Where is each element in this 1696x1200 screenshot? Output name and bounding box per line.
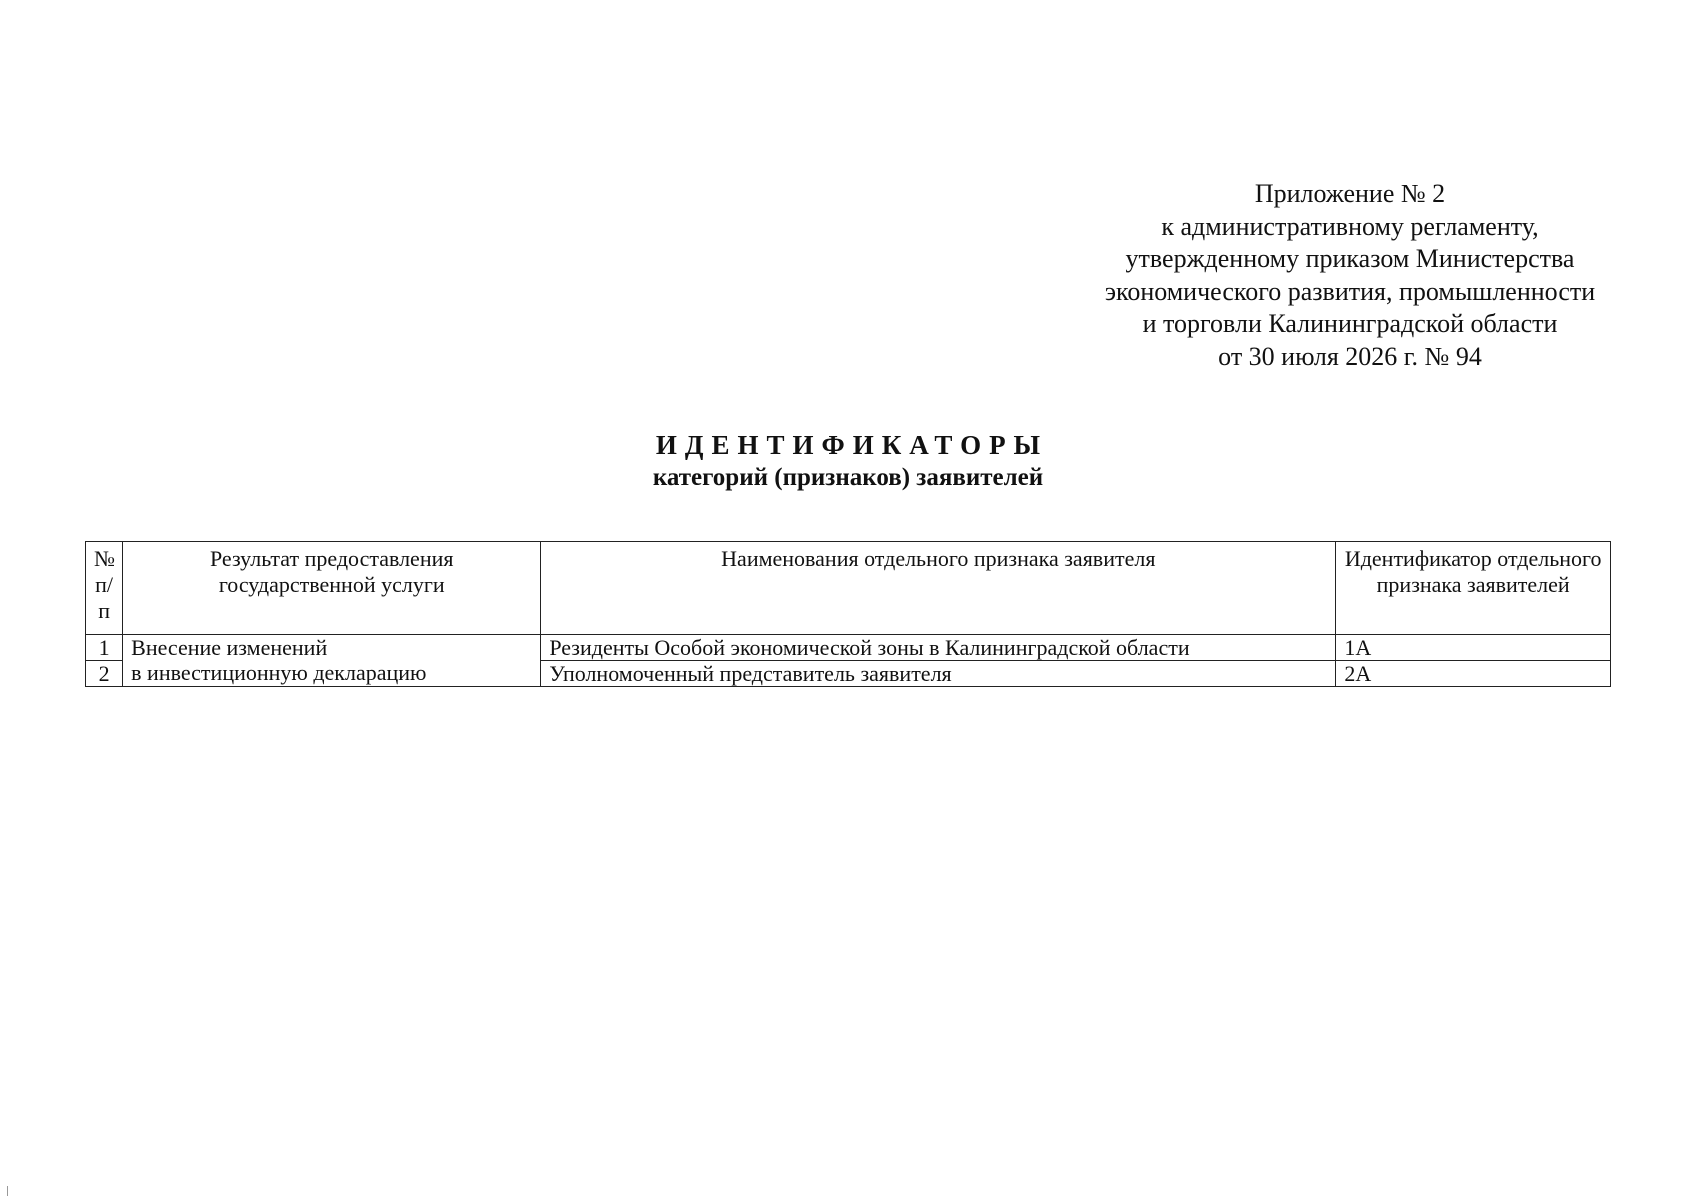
row-result-line: Внесение изменений — [131, 635, 328, 660]
row-name: Уполномоченный представитель заявителя — [541, 661, 1336, 687]
row-name: Резиденты Особой экономической зоны в Калининградской области — [541, 635, 1336, 661]
table-header-row — [86, 542, 1611, 635]
row-result — [123, 635, 541, 687]
document-title-sub: категорий (признаков) заявителей — [652, 464, 1044, 491]
row-num: 1 — [86, 635, 123, 661]
document-title — [0, 428, 1696, 494]
table-row — [86, 635, 1611, 661]
row-identifier: 2А — [1336, 661, 1611, 687]
header-num: № п/п — [86, 542, 123, 635]
appendix-line: Приложение № 2 — [1254, 179, 1446, 208]
scan-margin-mark — [7, 1186, 8, 1196]
header-name: Наименования отдельного признака заявителя — [541, 542, 1336, 635]
identifiers-table — [85, 541, 1611, 687]
appendix-line: от 30 июля 2026 г. № 94 — [1218, 341, 1482, 371]
appendix-header — [1070, 178, 1630, 373]
appendix-line: экономического развития, промышленности — [1104, 276, 1596, 306]
row-identifier: 1А — [1336, 635, 1611, 661]
row-result-line: в инвестиционную декларацию — [131, 660, 427, 685]
header-identifier: Идентификатор отдельного признака заявителей — [1336, 542, 1611, 635]
appendix-line: утвержденному приказом Министерства — [1125, 244, 1575, 273]
appendix-line: и торговли Калининградской области — [1142, 309, 1558, 338]
header-result: Результат предоставления государственной услуги — [123, 542, 541, 635]
appendix-line: к административному регламенту, — [1161, 211, 1539, 241]
row-num: 2 — [86, 661, 123, 687]
document-title-main: ИДЕНТИФИКАТОРЫ — [655, 430, 1049, 460]
